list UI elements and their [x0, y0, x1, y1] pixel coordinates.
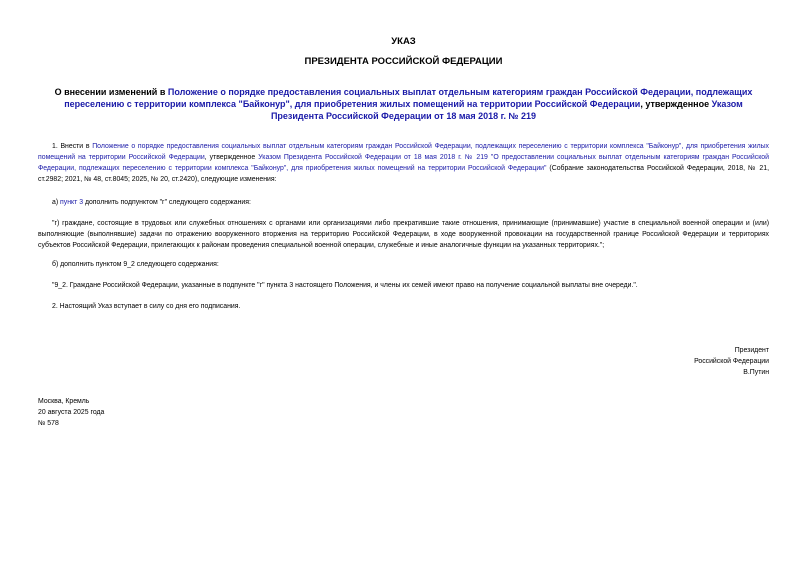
decree-subject [38, 86, 769, 122]
paragraph-6: 2. Настоящий Указ вступает в силу со дня его подписания. [52, 303, 241, 310]
paragraph-3: "г) граждане, состоящие в трудовых или служебных отношениях с органами или организациями либо прекратившие такие отношения, принимающие (принимавшие) участие в специальной военной операции и (или) выполняющие (выполнявшие) задачи по отражению вооруженного вторжения на территорию Российской Федерации, в ходе вооруженной провокации на государственной границе Российской Федерации и территориях субъектов Российской Федерации, прилегающих к районам проведения специальной военной операции, служебные и иные аналогичные функции на указанных территориях."; [38, 220, 769, 249]
signature-org: Российской Федерации [694, 358, 769, 365]
place-date-block [38, 396, 104, 429]
document-title: УКАЗ [391, 36, 416, 47]
signature-name: В.Путин [743, 369, 769, 376]
document-subtitle: ПРЕЗИДЕНТА РОССИЙСКОЙ ФЕДЕРАЦИИ [304, 56, 503, 67]
paragraph-1-suffix: (Собрание законодательства Российской Федерации, 2018, № 21, ст.2982; 2021, № 48, ст.8045; 2025, № 20, ст.2420), следующие изменения: [38, 165, 769, 183]
paragraph-1 [38, 141, 769, 185]
paragraph-1-middle: , утвержденное [204, 154, 259, 161]
paragraph-5: "9_2. Граждане Российской Федерации, указанные в подпункте "г" пункта 3 настоящего Положения, и члены их семей имеют право на получение социальной выплаты вне очереди.". [52, 282, 638, 289]
subject-middle: , утвержденное [640, 99, 712, 109]
paragraph-1-decree-link[interactable]: Указом Президента Российской Федерации от 18 мая 2018 г. № 219 "О предоставлении социальных выплат отдельным категориям граждан Российской Федерации, подлежащих переселению с территории комплекса "Байконур", для приобретения жилых помещений на территории Российской Федерации" [38, 154, 769, 172]
paragraph-2 [38, 197, 769, 208]
place-date: 20 августа 2025 года [38, 409, 105, 416]
place-city: Москва, Кремль [38, 398, 90, 405]
signature-block [694, 345, 769, 378]
signature-title: Президент [734, 347, 769, 354]
subject-prefix: О внесении изменений в [54, 87, 168, 97]
regulation-link[interactable]: Положение о порядке предоставления социальных выплат отдельным категориям граждан Российской Федерации, подлежащих переселению с территории комплекса "Байконур", для приобретения жилых помещений на территории Российской Федерации [64, 87, 753, 109]
paragraph-2-suffix: дополнить подпунктом "г" следующего содержания: [83, 199, 251, 206]
paragraph-4: б) дополнить пунктом 9_2 следующего содержания: [52, 261, 219, 268]
paragraph-1-regulation-link[interactable]: Положение о порядке предоставления социальных выплат отдельным категориям граждан Российской Федерации, подлежащих переселению с территории комплекса "Байконур", для приобретения жилых помещений на территории Российской Федерации [38, 143, 769, 161]
item-3-link[interactable]: пункт 3 [60, 199, 84, 206]
decree-link[interactable]: Указом Президента Российской Федерации от 18 мая 2018 г. № 219 [270, 99, 743, 121]
paragraph-2-prefix: а) [52, 199, 61, 206]
decree-number: № 578 [38, 420, 59, 427]
paragraph-1-prefix: 1. Внести в [52, 143, 93, 150]
